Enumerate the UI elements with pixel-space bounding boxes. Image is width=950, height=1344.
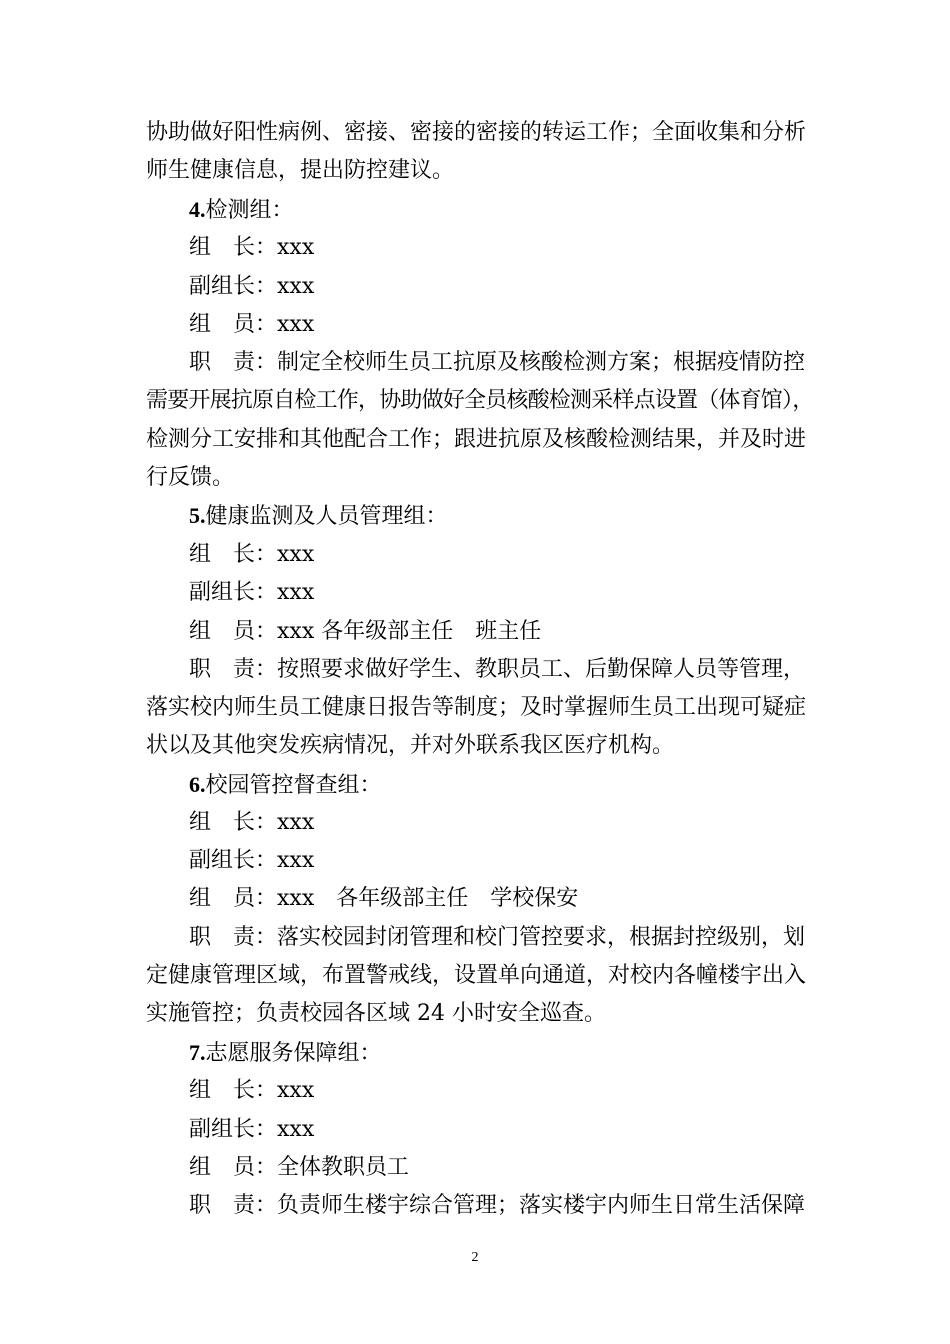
paragraph-line: 状以及其他突发疾病情况，并对外联系我区医疗机构。 [146,733,675,758]
deputy-leader-line: 副组长：xxx [189,580,315,605]
section-number: 7. [189,1040,206,1065]
group-leader-line: 组 长：xxx [189,542,315,567]
page-number: 2 [471,1250,479,1265]
paragraph-line: 落实校内师生员工健康日报告等制度；及时掌握师生员工出现可疑症 [146,695,807,720]
section-number: 6. [189,772,206,797]
paragraph-line: 检测分工安排和其他配合工作；跟进抗原及核酸检测结果，并及时进 [146,427,807,452]
paragraph-line: 实施管控；负责校园各区域 24 小时安全巡查。 [146,1001,606,1026]
deputy-leader-line: 副组长：xxx [189,848,315,873]
group-leader-line: 组 长：xxx [189,235,315,260]
paragraph-line: 师生健康信息，提出防控建议。 [146,158,455,183]
duties-line: 职 责：制定全校师生员工抗原及核酸检测方案；根据疫情防控 [189,350,806,375]
paragraph-line: 需要开展抗原自检工作，协助做好全员核酸检测采样点设置（体育馆）， [146,388,814,413]
section-heading-campus-control-group [189,770,382,800]
section-title: 健康监测及人员管理组： [205,504,448,529]
group-leader-line: 组 长：xxx [189,1078,315,1103]
duties-line: 职 责：负责师生楼宇综合管理；落实楼宇内师生日常生活保障 [189,1193,806,1218]
section-title: 校园管控督查组： [205,773,382,798]
duties-line: 职 责：落实校园封闭管理和校门管控要求，根据封控级别，划 [189,925,806,950]
members-line: 组 员：全体教职员工 [189,1155,410,1180]
paragraph-line: 定健康管理区域，布置警戒线，设置单向通道，对校内各幢楼宇出入 [146,963,807,988]
members-line: 组 员：xxx 各年级部主任 班主任 [189,619,542,644]
section-title: 检测组： [205,198,294,223]
section-number: 4. [189,197,206,222]
section-number: 5. [189,503,206,528]
deputy-leader-line: 副组长：xxx [189,1117,315,1142]
paragraph-line: 行反馈。 [146,465,235,490]
deputy-leader-line: 副组长：xxx [189,274,315,299]
section-heading-detection-group [189,195,294,225]
duties-line: 职 责：按照要求做好学生、教职员工、后勤保障人员等管理， [189,657,806,682]
group-leader-line: 组 长：xxx [189,810,315,835]
members-line: 组 员：xxx [189,312,315,337]
section-heading-health-monitoring-group [189,501,448,531]
section-title: 志愿服务保障组： [205,1041,382,1066]
paragraph-line: 协助做好阳性病例、密接、密接的密接的转运工作；全面收集和分析 [146,120,807,145]
members-line: 组 员：xxx 各年级部主任 学校保安 [189,886,579,911]
section-heading-volunteer-group [189,1038,382,1068]
